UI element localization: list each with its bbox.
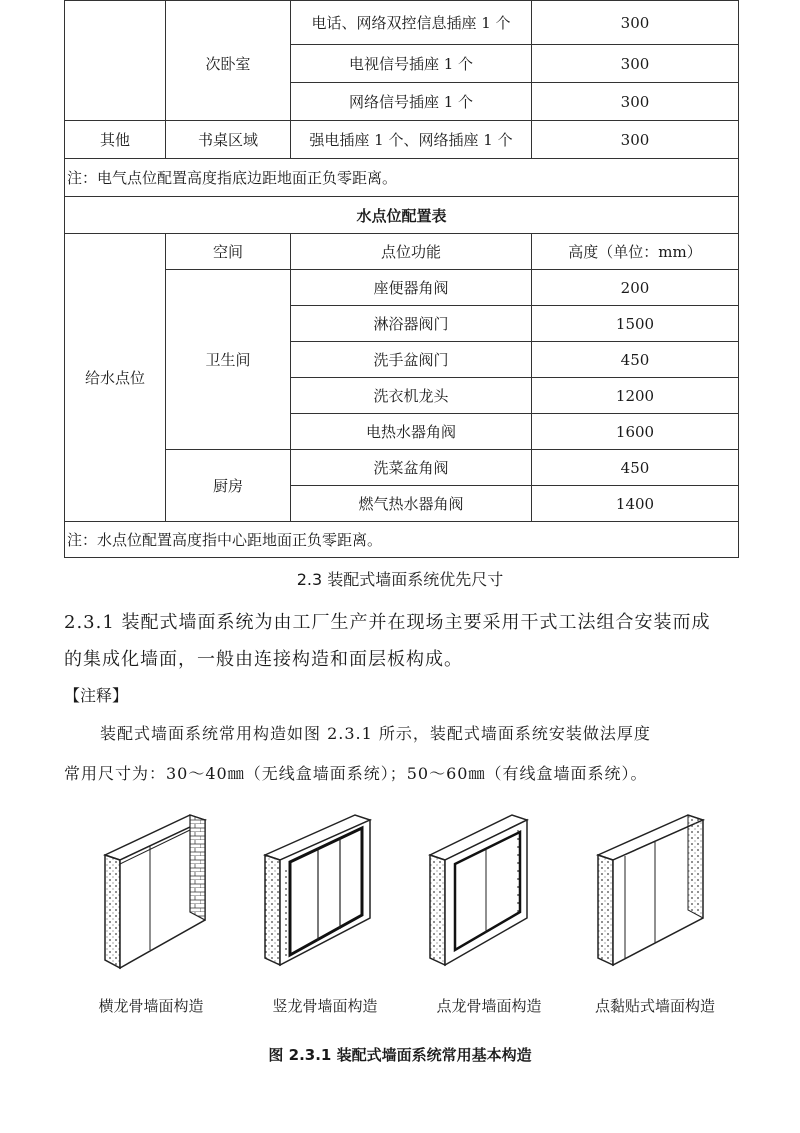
table-cell: 淋浴器阀门 — [291, 306, 532, 342]
figure-title: 图 2.3.1 装配式墙面系统常用基本构造 — [268, 1046, 532, 1064]
table-cell: 1600 — [532, 414, 739, 450]
table-cell — [65, 1, 166, 121]
table-cell: 次卧室 — [166, 45, 291, 121]
table-cell: 座便器角阀 — [291, 270, 532, 306]
table-cell: 1200 — [532, 378, 739, 414]
paragraph-line: 2.3.1 装配式墙面系统为由工厂生产并在现场主要采用干式工法组合安装而成 — [64, 612, 711, 633]
point-keel-wall-drawing — [430, 815, 527, 965]
table-cell — [166, 1, 291, 45]
table-cell: 燃气热水器角阀 — [291, 486, 532, 522]
table-cell: 网络信号插座 1 个 — [291, 83, 532, 121]
electrical-note: 注：电气点位配置高度指底边距地面正负零距离。 — [65, 159, 739, 197]
figure-caption-point-adhesive: 点黏贴式墙面构造 — [594, 997, 715, 1015]
table-cell: 450 — [532, 450, 739, 486]
table-cell: 电话、网络双控信息插座 1 个 — [291, 1, 532, 45]
outlet-table — [64, 0, 739, 558]
table-cell: 卫生间 — [166, 270, 291, 450]
paragraph-line: 的集成化墙面，一般由连接构造和面层板构成。 — [64, 649, 463, 670]
water-note: 注：水点位配置高度指中心距地面正负零距离。 — [65, 522, 739, 558]
horizontal-keel-wall-drawing — [105, 815, 205, 968]
figure-caption-point-keel: 点龙骨墙面构造 — [436, 997, 542, 1015]
table-cell: 给水点位 — [65, 234, 166, 522]
section-title: 2.3 装配式墙面系统优先尺寸 — [296, 570, 504, 589]
note-label: 【注释】 — [64, 686, 129, 705]
table-cell: 200 — [532, 270, 739, 306]
table-cell: 电热水器角阀 — [291, 414, 532, 450]
paragraph-line: 装配式墙面系统常用构造如图 2.3.1 所示，装配式墙面系统安装做法厚度 — [100, 724, 651, 743]
table-cell: 其他 — [65, 121, 166, 159]
table-cell: 300 — [532, 121, 739, 159]
table-cell: 1500 — [532, 306, 739, 342]
table-cell: 电视信号插座 1 个 — [291, 45, 532, 83]
vertical-keel-wall-drawing — [265, 815, 370, 965]
table-cell: 洗菜盆角阀 — [291, 450, 532, 486]
header-height: 高度（单位：mm） — [532, 234, 739, 270]
figure-caption-vertical-keel: 竖龙骨墙面构造 — [272, 997, 378, 1015]
table-cell: 450 — [532, 342, 739, 378]
table-cell: 300 — [532, 83, 739, 121]
water-table-title: 水点位配置表 — [65, 197, 739, 234]
figure-caption-horizontal-keel: 横龙骨墙面构造 — [98, 997, 204, 1015]
header-space: 空间 — [166, 234, 291, 270]
table-cell: 1400 — [532, 486, 739, 522]
paragraph-line: 常用尺寸为：30～40㎜（无线盒墙面系统）；50～60㎜（有线盒墙面系统）。 — [64, 764, 648, 783]
point-adhesive-wall-drawing — [598, 815, 703, 965]
table-cell: 300 — [532, 1, 739, 45]
table-cell: 300 — [532, 45, 739, 83]
table-cell: 强电插座 1 个、网络插座 1 个 — [291, 121, 532, 159]
table-cell: 洗手盆阀门 — [291, 342, 532, 378]
table-cell: 书桌区域 — [166, 121, 291, 159]
header-function: 点位功能 — [291, 234, 532, 270]
table-cell: 洗衣机龙头 — [291, 378, 532, 414]
wall-construction-figure — [0, 800, 800, 980]
table-cell: 厨房 — [166, 450, 291, 522]
